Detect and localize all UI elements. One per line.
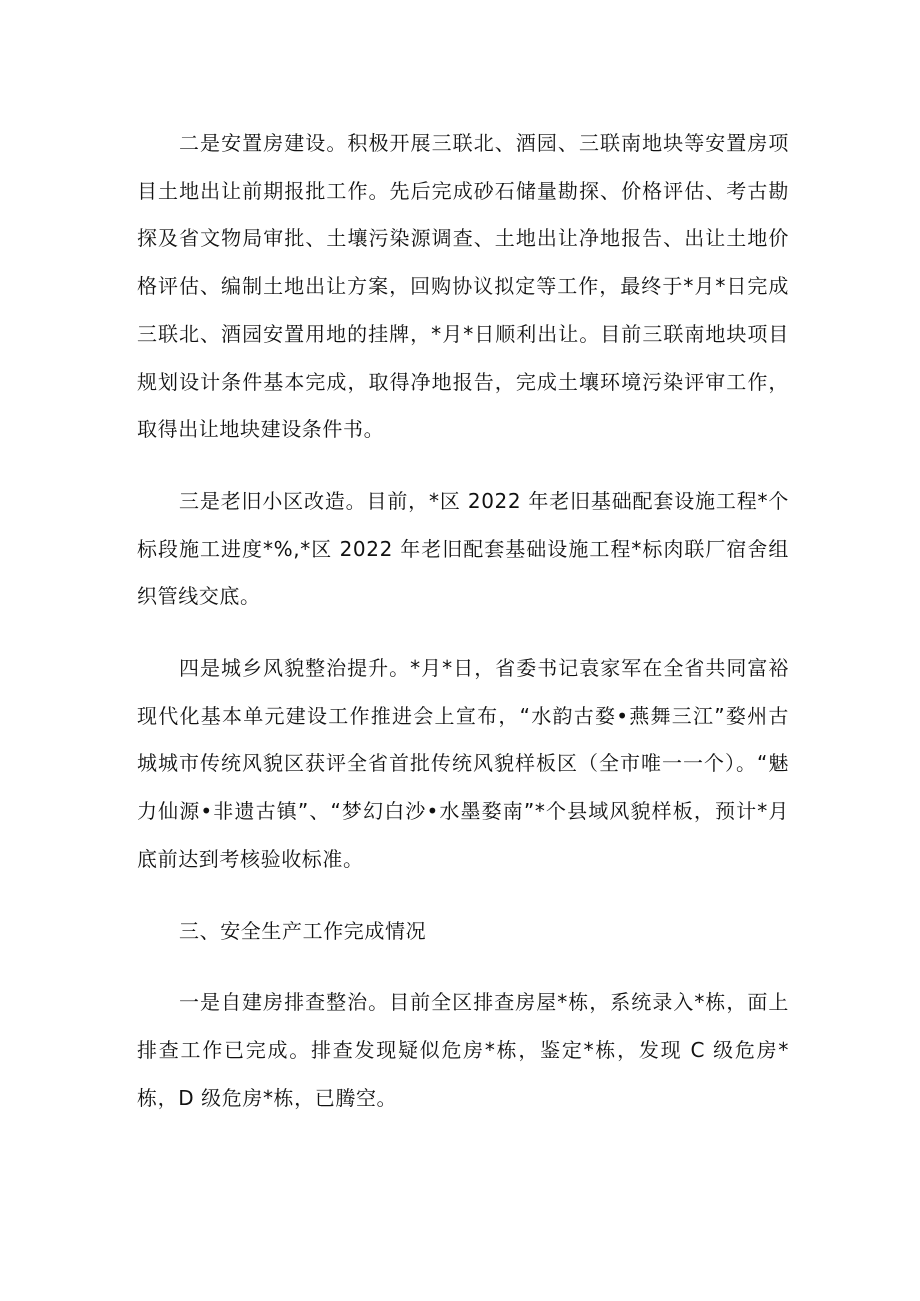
section-heading-safety-production: 三、安全生产工作完成情况 xyxy=(179,918,427,943)
document-body xyxy=(137,120,789,1122)
paragraph-self-built-housing: 一是自建房排查整治。目前全区排查房屋*栋，系统录入*栋，面上排查工作已完成。排查发现疑似危房*栋，鉴定*栋，发现 C 级危房*栋，D 级危房*栋，已腾空。 xyxy=(137,990,789,1110)
paragraph-resettlement-housing: 二是安置房建设。积极开展三联北、酒园、三联南地块等安置房项目土地出让前期报批工作。先后完成砂石储量勘探、价格评估、考古勘探及省文物局审批、土壤污染源调查、土地出让净地报告、出让土地价格评估、编制土地出让方案，回购协议拟定等工作，最终于*月*日完成三联北、酒园安置用地的挂牌，*月*日顺利出让。目前三联南地块项目规划设计条件基本完成，取得净地报告，完成土壤环境污染评审工作，取得出让地块建设条件书。 xyxy=(137,131,789,442)
paragraph-urban-rural-style: 四是城乡风貌整治提升。*月*日，省委书记袁家军在全省共同富裕现代化基本单元建设工作推进会上宣布，“水韵古婺•燕舞三江”婺州古城城市传统风貌区获评全省首批传统风貌样板区（全市唯一一个）。“魅力仙源•非遗古镇”、“梦幻白沙•水墨婺南”*个县域风貌样板，预计*月底前达到考核验收标准。 xyxy=(137,656,790,871)
paragraph-old-community-renovation: 三是老旧小区改造。目前，*区 2022 年老旧基础配套设施工程*个标段施工进度*%,*区 2022 年老旧配套基础设施工程*标肉联厂宿舍组织管线交底。 xyxy=(137,488,789,609)
